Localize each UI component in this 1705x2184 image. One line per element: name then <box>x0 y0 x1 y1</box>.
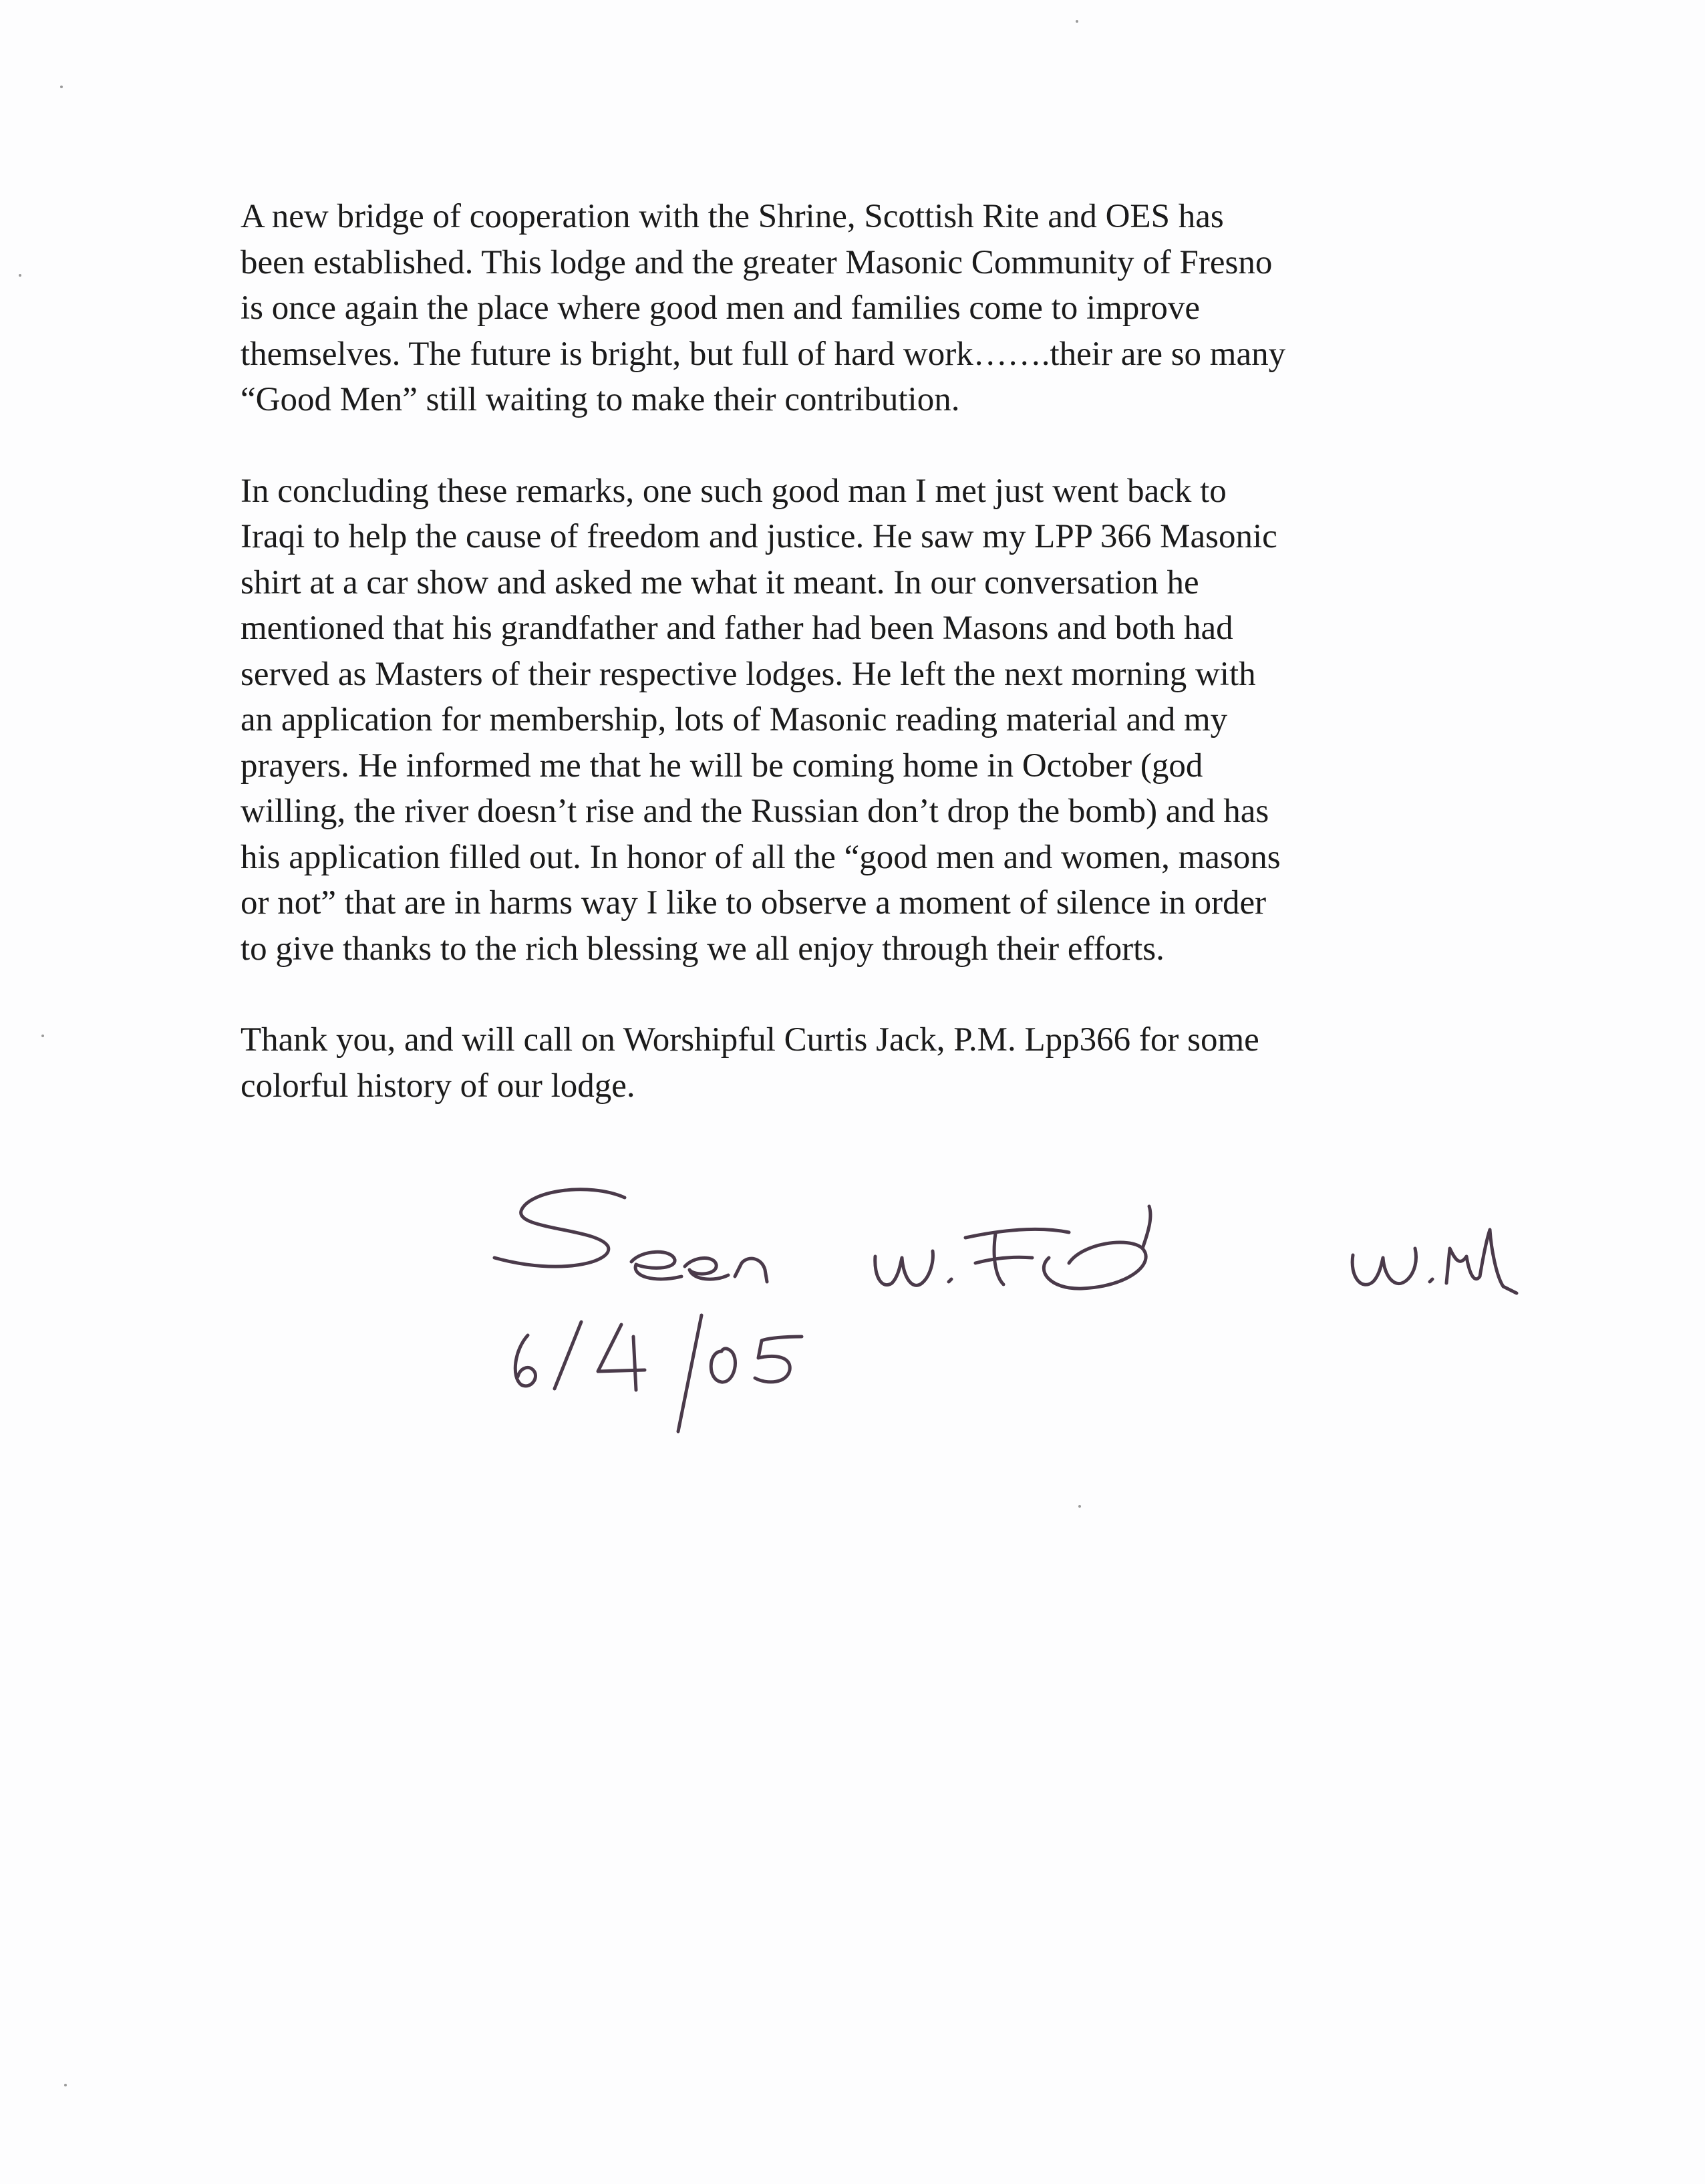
scan-speck <box>1078 1505 1081 1508</box>
text-line: A new bridge of cooperation with the Shrine, Scottish Rite and OES has <box>241 198 1224 235</box>
scan-speck <box>64 2084 67 2086</box>
paragraph-cooperation <box>241 194 1523 423</box>
text-line: colorful history of our lodge. <box>241 1067 635 1105</box>
text-line: is once again the place where good men and families come to improve <box>241 289 1200 327</box>
text-line: been established. This lodge and the greater Masonic Community of Fresno <box>241 243 1273 281</box>
signature-drawing <box>481 1176 1670 1457</box>
handwritten-signature <box>481 1176 1670 1457</box>
text-line: his application filled out. In honor of all the “good men and women, masons <box>241 838 1281 876</box>
text-line: prayers. He informed me that he will be coming home in October (god <box>241 746 1203 785</box>
text-line: an application for membership, lots of Masonic reading material and my <box>241 701 1228 738</box>
text-line: to give thanks to the rich blessing we all enjoy through their efforts. <box>241 930 1165 968</box>
text-line: “Good Men” still waiting to make their contribution. <box>241 381 960 418</box>
text-line: shirt at a car show and asked me what it meant. In our conversation he <box>241 563 1199 601</box>
text-line: themselves. The future is bright, but full of hard work…….their are so many <box>241 335 1286 373</box>
scan-speck <box>1076 20 1078 23</box>
text-line: Iraqi to help the cause of freedom and justice. He saw my LPP 366 Masonic <box>241 518 1277 555</box>
text-line: In concluding these remarks, one such good man I met just went back to <box>241 472 1227 510</box>
paragraph-concluding-remarks <box>241 468 1523 972</box>
text-line: mentioned that his grandfather and father had been Masons and both had <box>241 609 1233 647</box>
text-line: or not” that are in harms way I like to observe a moment of silence in order <box>241 884 1267 922</box>
scan-speck <box>41 1035 44 1037</box>
text-line: Thank you, and will call on Worshipful Curtis Jack, P.M. Lpp366 for some <box>241 1021 1259 1059</box>
scan-speck <box>60 86 63 88</box>
scan-speck <box>19 274 21 277</box>
text-line: served as Masters of their respective lodges. He left the next morning with <box>241 655 1256 693</box>
letter-body <box>241 194 1523 1109</box>
text-line: willing, the river doesn’t rise and the Russian don’t drop the bomb) and has <box>241 793 1269 830</box>
paragraph-thank-you <box>241 1017 1523 1109</box>
